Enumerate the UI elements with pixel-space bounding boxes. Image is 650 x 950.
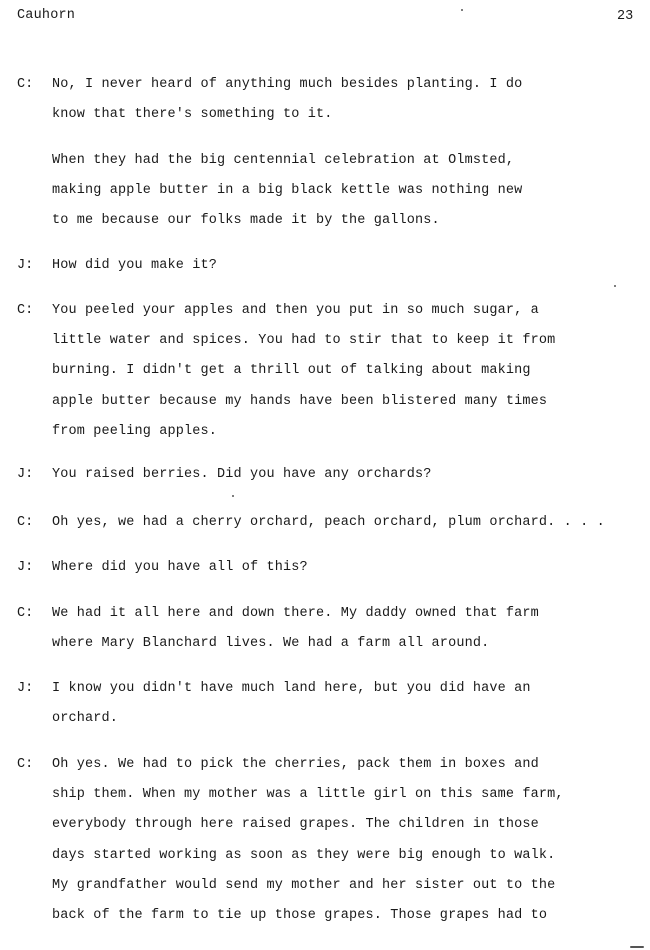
page-number: 23 (617, 9, 634, 24)
transcript-line: to me because our folks made it by the gallons. (52, 213, 440, 229)
transcript-line: When they had the big centennial celebration at Olmsted, (52, 153, 515, 168)
transcript-line: You peeled your apples and then you put in so much sugar, a (52, 303, 539, 318)
transcript-line: How did you make it? (52, 258, 218, 273)
speaker-label: J: (17, 258, 34, 273)
speaker-label: C: (17, 77, 34, 92)
scan-speck (614, 285, 616, 287)
transcript-line: everybody through here raised grapes. The children in those (52, 817, 539, 833)
transcript-line: days started working as soon as they were big enough to walk. (52, 847, 556, 863)
transcript-line: little water and spices. You had to stir that to keep it from (52, 333, 556, 349)
header-name: Cauhorn (17, 8, 76, 23)
speaker-label: J: (17, 681, 34, 696)
transcript-line: apple butter because my hands have been blistered many times (52, 393, 548, 409)
scan-speck (461, 9, 463, 11)
transcript-line: You raised berries. Did you have any orchards? (52, 467, 432, 482)
speaker-label: J: (17, 467, 34, 482)
transcript-line: from peeling apples. (52, 423, 218, 439)
transcript-line: orchard. (52, 711, 119, 727)
speaker-label: C: (17, 757, 34, 772)
transcript-line: ship them. When my mother was a little girl on this same farm, (52, 787, 564, 803)
transcript-line: We had it all here and down there. My daddy owned that farm (52, 606, 539, 621)
transcript-line: Oh yes, we had a cherry orchard, peach orchard, plum orchard. . . . (52, 515, 605, 530)
transcript-line: burning. I didn't get a thrill out of talking about making (52, 363, 531, 379)
transcript-line: Where did you have all of this? (52, 560, 308, 575)
speaker-label: C: (17, 515, 34, 530)
transcript-line: where Mary Blanchard lives. We had a farm all around. (52, 636, 490, 652)
transcript-line: My grandfather would send my mother and her sister out to the (52, 877, 556, 893)
scan-speck (232, 495, 234, 497)
scan-speck (630, 946, 644, 948)
speaker-label: C: (17, 303, 34, 318)
speaker-label: J: (17, 560, 34, 575)
transcript-line: making apple butter in a big black kettle was nothing new (52, 183, 523, 199)
transcript-line: back of the farm to tie up those grapes. Those grapes had to (52, 908, 548, 923)
transcript-line: I know you didn't have much land here, but you did have an (52, 681, 531, 696)
transcript-line: know that there's something to it. (52, 107, 333, 123)
speaker-label: C: (17, 606, 34, 621)
transcript-line: Oh yes. We had to pick the cherries, pack them in boxes and (52, 757, 539, 772)
transcript-line: No, I never heard of anything much besides planting. I do (52, 77, 523, 92)
